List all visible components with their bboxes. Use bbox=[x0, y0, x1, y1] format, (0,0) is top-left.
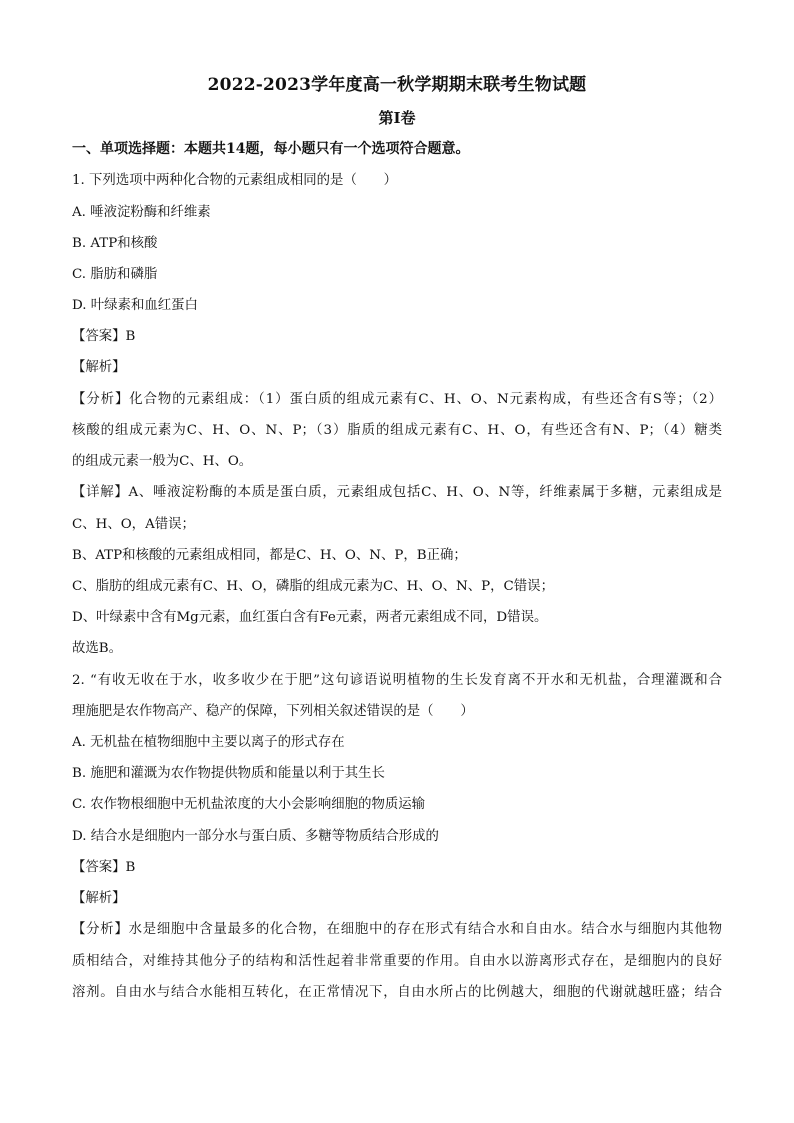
q2-stem-line: 理施肥是农作物高产、稳产的保障，下列相关叙述错误的是（ ） bbox=[72, 704, 474, 719]
q1-detail-line: B、ATP和核酸的元素组成相同，都是C、H、O、N、P，B正确； bbox=[72, 548, 467, 563]
q1-option-d: D. 叶绿素和血红蛋白 bbox=[72, 298, 198, 313]
q2-analysis-line: 【分析】水是细胞中含量最多的化合物，在细胞中的存在形式有结合水和自由水。结合水与细胞内其他物 bbox=[72, 922, 722, 937]
q1-analysis-line: 的组成元素一般为C、H、O。 bbox=[72, 454, 253, 469]
q1-analysis-label: 【解析】 bbox=[72, 360, 126, 375]
q1-option-a: A. 唾液淀粉酶和纤维素 bbox=[72, 205, 211, 220]
q2-stem-line: 2. “有收无收在于水，收多收少在于肥”这句谚语说明植物的生长发育离不开水和无机盐，合理灌溉和合 bbox=[72, 673, 722, 688]
q2-analysis-line: 溶剂。自由水与结合水能相互转化，在正常情况下，自由水所占的比例越大，细胞的代谢就越旺盛；结合 bbox=[72, 985, 722, 1000]
exam-title: 2022-2023学年度高一秋学期期末联考生物试题 bbox=[207, 75, 587, 95]
q2-answer: 【答案】B bbox=[72, 860, 136, 875]
q2-analysis-line: 质相结合，对维持其他分子的结构和活性起着非常重要的作用。自由水以游离形式存在，是细胞内的良好 bbox=[72, 954, 722, 969]
q1-analysis-line: 核酸的组成元素为C、H、O、N、P；（3）脂质的组成元素有C、H、O，有些还含有N、P；（4）糖类 bbox=[72, 423, 722, 438]
q1-stem: 1. 下列选项中两种化合物的元素组成相同的是（ ） bbox=[72, 173, 398, 188]
volume-label: 第I卷 bbox=[378, 109, 416, 127]
q1-answer: 【答案】B bbox=[72, 329, 136, 344]
q1-detail-line: D、叶绿素中含有Mg元素，血红蛋白含有Fe元素，两者元素组成不同，D错误。 bbox=[72, 610, 548, 625]
q1-analysis-line: 【分析】化合物的元素组成：（1）蛋白质的组成元素有C、H、O、N元素构成，有些还含有S等；（2） bbox=[72, 392, 722, 407]
q1-option-b: B. ATP和核酸 bbox=[72, 236, 158, 251]
q2-option-d: D. 结合水是细胞内一部分水与蛋白质、多糖等物质结合形成的 bbox=[72, 829, 439, 844]
section-heading: 一、单项选择题：本题共14题，每小题只有一个选项符合题意。 bbox=[72, 141, 470, 157]
q1-detail-line: C、脂肪的组成元素有C、H、O，磷脂的组成元素为C、H、O、N、P，C错误； bbox=[72, 579, 554, 594]
q1-detail-line: 【详解】A、唾液淀粉酶的本质是蛋白质，元素组成包括C、H、O、N等，纤维素属于多糖，元素组成是 bbox=[72, 485, 722, 500]
q1-detail-line: C、H、O，A错误； bbox=[72, 517, 195, 532]
q2-analysis-label: 【解析】 bbox=[72, 891, 126, 906]
q1-option-c: C. 脂肪和磷脂 bbox=[72, 267, 158, 282]
q2-option-c: C. 农作物根细胞中无机盐浓度的大小会影响细胞的物质运输 bbox=[72, 797, 426, 812]
q2-option-a: A. 无机盐在植物细胞中主要以离子的形式存在 bbox=[72, 735, 345, 750]
q2-option-b: B. 施肥和灌溉为农作物提供物质和能量以利于其生长 bbox=[72, 766, 385, 781]
q1-detail-line: 故选B。 bbox=[72, 641, 123, 656]
